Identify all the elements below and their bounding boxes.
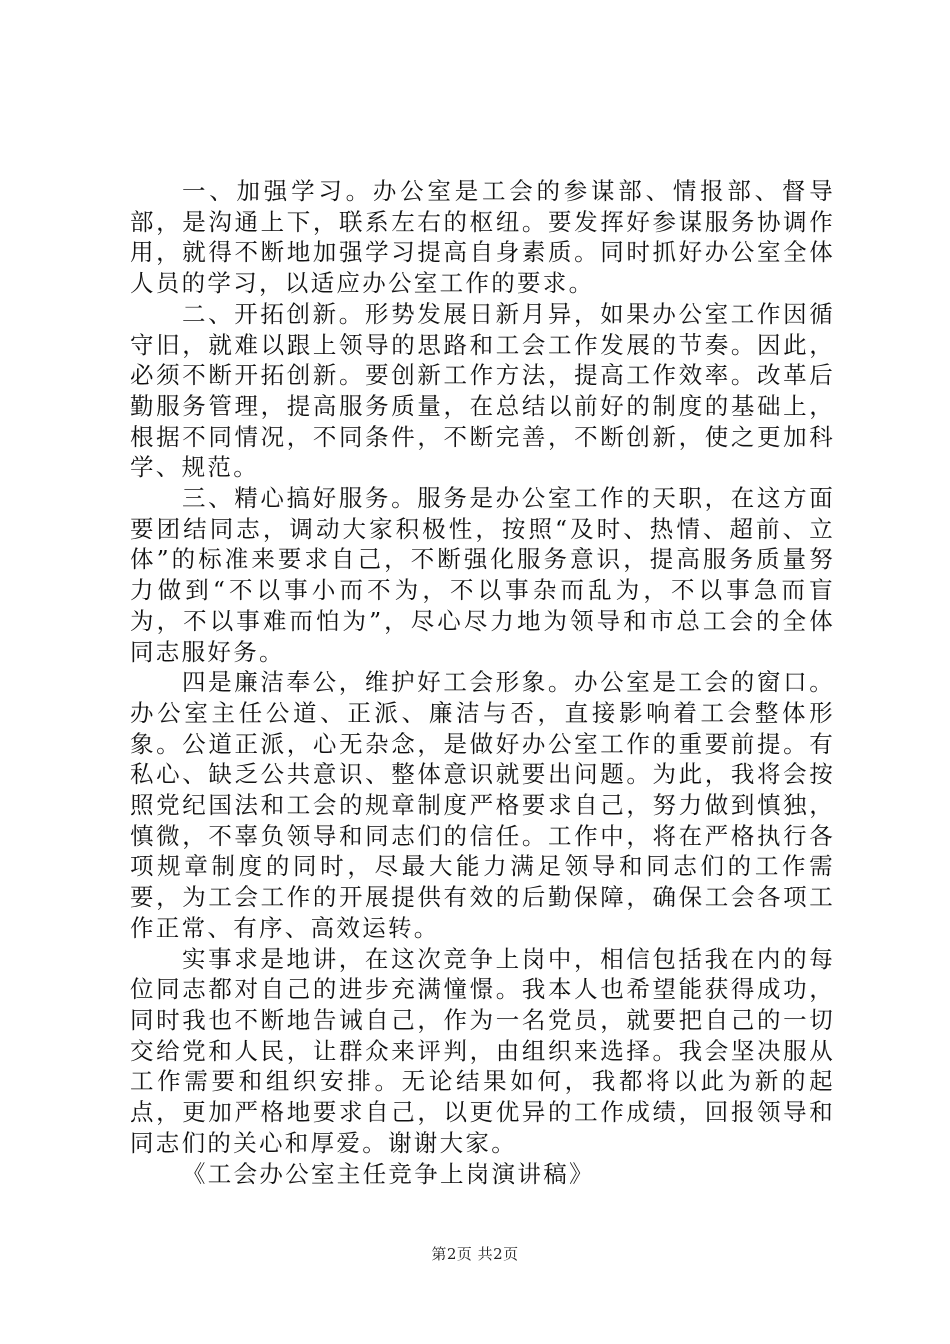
paragraph-integrity: 四是廉洁奉公，维护好工会形象。办公室是工会的窗口。办公室主任公道、正派、廉洁与否，直接影响着工会整体形象。公道正派，心无杂念，是做好办公室工作的重要前提。有私心、缺乏公共意识、整体意识就要出问题。为此，我将会按照党纪国法和工会的规章制度严格要求自己，努力做到慎独，慎微，不辜负领导和同志们的信任。工作中，将在严格执行各项规章制度的同时，尽最大能力满足领导和同志们的工作需要，为工会工作的开展提供有效的后勤保障，确保工会各项工作正常、有序、高效运转。 <box>130 668 835 942</box>
document-title-line: 《工会办公室主任竞争上岗演讲稿》 <box>182 1159 595 1188</box>
paragraph-study: 一、加强学习。办公室是工会的参谋部、情报部、督导部，是沟通上下，联系左右的枢纽。要发挥好参谋服务协调作用，就得不断地加强学习提高自身素质。同时抓好办公室全体人员的学习，以适应办公室工作的要求。 <box>130 177 835 298</box>
page-number-footer: 第2页 共2页 <box>431 1245 519 1263</box>
paragraph-innovation: 二、开拓创新。形势发展日新月异，如果办公室工作因循守旧，就难以跟上领导的思路和工会工作发展的节奏。因此，必须不断开拓创新。要创新工作方法，提高工作效率。改革后勤服务管理，提高服务质量，在总结以前好的制度的基础上，根据不同情况，不同条件，不断完善，不断创新，使之更加科学、规范。 <box>130 299 835 482</box>
paragraph-closing: 实事求是地讲，在这次竞争上岗中，相信包括我在内的每位同志都对自己的进步充满憧憬。我本人也希望能获得成功，同时我也不断地告诫自己，作为一名党员，就要把自己的一切交给党和人民，让群众来评判，由组织来选择。我会坚决服从工作需要和组织安排。无论结果如何，我都将以此为新的起点，更加严格地要求自己，以更优异的工作成绩，回报领导和同志们的关心和厚爱。谢谢大家。 <box>130 944 835 1157</box>
paragraph-service: 三、精心搞好服务。服务是办公室工作的天职，在这方面要团结同志，调动大家积极性，按照“及时、热情、超前、立体”的标准来要求自己，不断强化服务意识，提高服务质量努力做到“不以事小而不为，不以事杂而乱为，不以事急而盲为，不以事难而怕为”，尽心尽力地为领导和市总工会的全体同志服好务。 <box>130 484 835 666</box>
document-body <box>130 176 835 1189</box>
